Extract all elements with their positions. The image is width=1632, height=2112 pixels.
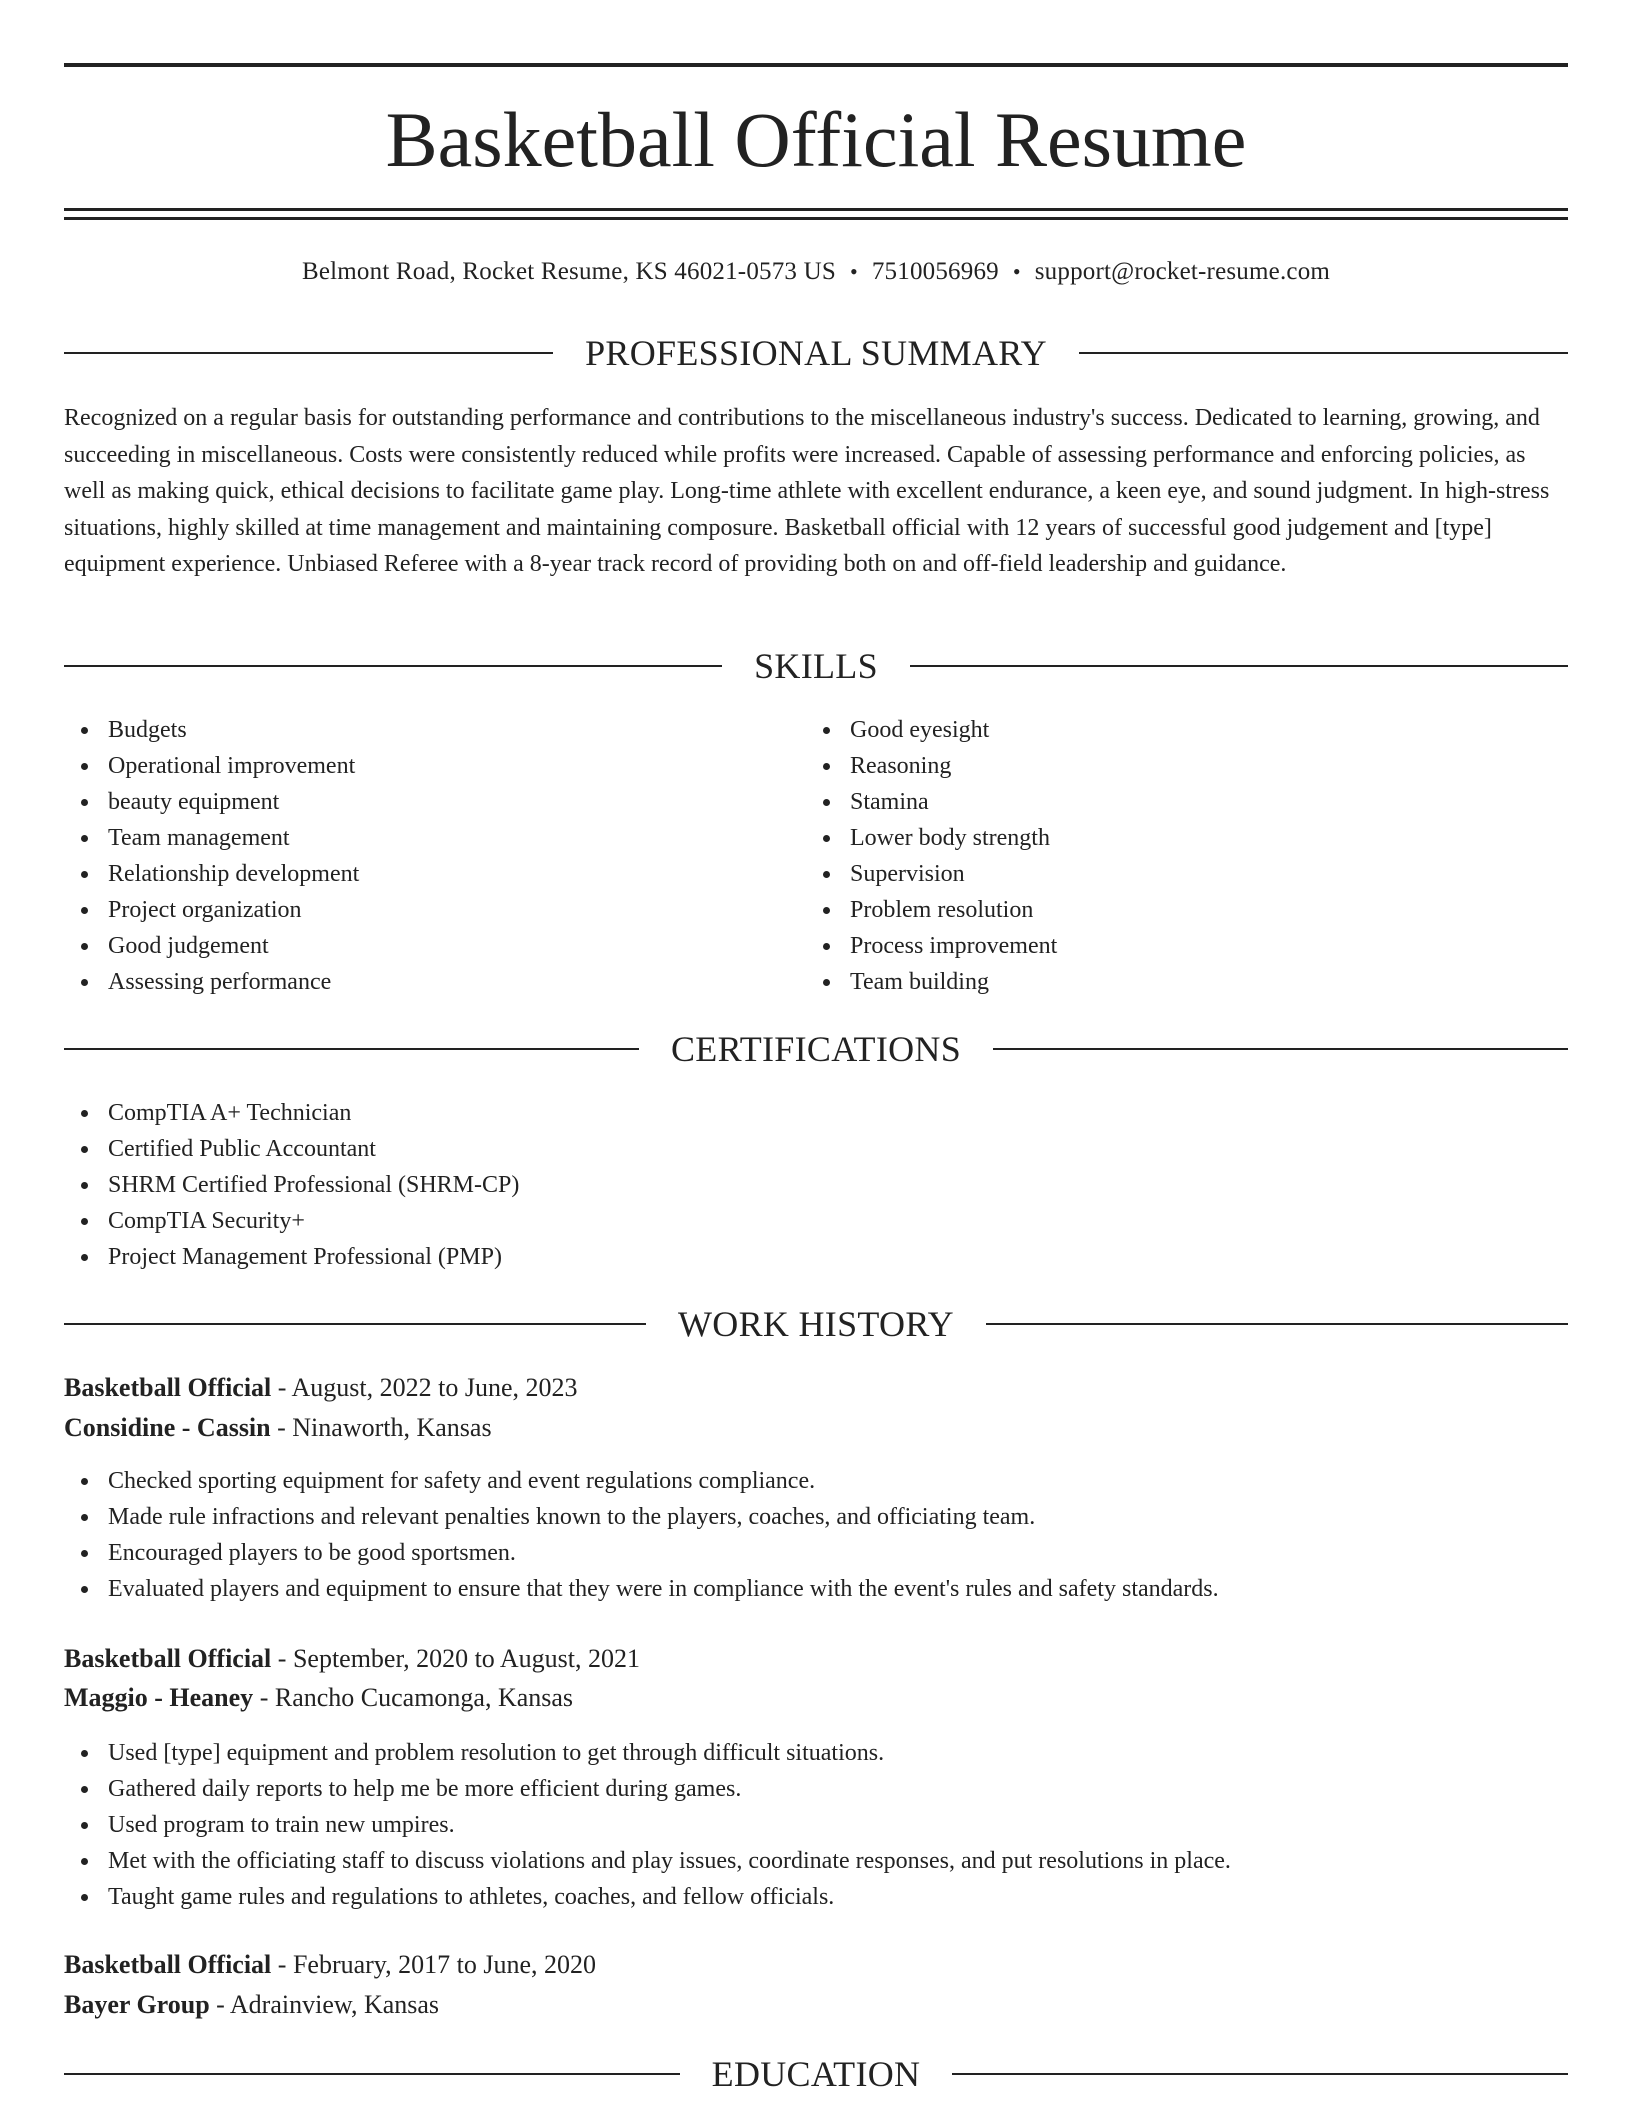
contact-email[interactable]: support@rocket-resume.com <box>1034 258 1331 285</box>
job-company-line <box>64 1680 1568 1716</box>
job-company: Bayer Group <box>64 1990 210 2019</box>
heading-rule <box>64 352 553 354</box>
certification-item: CompTIA Security+ <box>64 1203 1464 1239</box>
resume-title: Basketball Official Resume <box>385 96 1247 183</box>
section-heading-label: SKILLS <box>754 646 878 686</box>
heading-rule <box>910 665 1568 667</box>
skill-item: Good judgement <box>64 928 764 964</box>
skill-item: Stamina <box>806 784 1506 820</box>
job-title-line <box>64 1641 1568 1677</box>
job-duty-item: Encouraged players to be good sportsmen. <box>64 1535 1504 1571</box>
skill-item: Assessing performance <box>64 964 764 1000</box>
job-duties <box>64 1463 1504 1607</box>
section-heading-label: EDUCATION <box>711 2054 921 2094</box>
job-location: - Adrainview, Kansas <box>209 1990 440 2019</box>
skill-item: Project organization <box>64 892 764 928</box>
job-title: Basketball Official <box>64 1950 272 1979</box>
contact-separator: • <box>1012 259 1021 284</box>
job-location: - Ninaworth, Kansas <box>270 1413 492 1442</box>
job-duty-item: Made rule infractions and relevant penalties known to the players, coaches, and officiating team. <box>64 1499 1504 1535</box>
top-rule <box>64 63 1568 67</box>
section-heading-work-history <box>64 1302 1568 1346</box>
job-location: - Rancho Cucamonga, Kansas <box>253 1683 574 1712</box>
job-duty-item: Evaluated players and equipment to ensure that they were in compliance with the event's rules and safety standards. <box>64 1571 1504 1607</box>
job-duty-item: Checked sporting equipment for safety and event regulations compliance. <box>64 1463 1504 1499</box>
title-double-rule <box>64 208 1568 220</box>
skills-left-column <box>64 712 764 1000</box>
skills-list <box>64 712 764 1000</box>
heading-rule <box>986 1323 1568 1325</box>
heading-rule <box>993 1048 1568 1050</box>
job-company: Considine - Cassin <box>64 1413 271 1442</box>
job-dates: - February, 2017 to June, 2020 <box>271 1950 596 1979</box>
heading-rule <box>64 665 722 667</box>
job-title: Basketball Official <box>64 1644 272 1673</box>
job-duty-item: Taught game rules and regulations to athletes, coaches, and fellow officials. <box>64 1879 1504 1915</box>
certification-item: CompTIA A+ Technician <box>64 1095 1464 1131</box>
skill-item: Team building <box>806 964 1506 1000</box>
job-duty-item: Met with the officiating staff to discuss violations and play issues, coordinate responses, and put resolutions in place. <box>64 1843 1504 1879</box>
job-company-line <box>64 1987 1568 2023</box>
job-duty-item: Used [type] equipment and problem resolution to get through difficult situations. <box>64 1735 1504 1771</box>
job-title: Basketball Official <box>64 1373 272 1402</box>
heading-rule <box>952 2073 1568 2075</box>
contact-line <box>64 256 1568 288</box>
job-duty-item: Gathered daily reports to help me be more efficient during games. <box>64 1771 1504 1807</box>
job-duties-list <box>64 1463 1504 1607</box>
skill-item: Operational improvement <box>64 748 764 784</box>
section-heading-education <box>64 2052 1568 2096</box>
contact-phone: 7510056969 <box>871 258 999 285</box>
skill-item: Supervision <box>806 856 1506 892</box>
certification-item: Project Management Professional (PMP) <box>64 1239 1464 1275</box>
job-dates: - September, 2020 to August, 2021 <box>271 1644 640 1673</box>
job-title-line <box>64 1370 1568 1406</box>
heading-rule <box>64 1323 646 1325</box>
skill-item: Relationship development <box>64 856 764 892</box>
section-heading-label: PROFESSIONAL SUMMARY <box>585 333 1047 373</box>
summary-text: Recognized on a regular basis for outstanding performance and contributions to the miscellaneous industry's success. Dedicated to learning, growing, and succeeding in miscellaneous. Costs were consistently reduced while profits were increased. Capable of assessing performance and enforcing policies, as well as making quick, ethical decisions to facilitate game play. Long-time athlete with excellent endurance, a keen eye, and sound judgment. In high-stress situations, highly skilled at time management and maintaining composure. Basketball official with 12 years of successful good judgement and [type] equipment experience. Unbiased Referee with a 8-year track record of providing both on and off-field leadership and guidance. <box>64 405 1550 577</box>
skill-item: Reasoning <box>806 748 1506 784</box>
skill-item: Lower body strength <box>806 820 1506 856</box>
contact-address: Belmont Road, Rocket Resume, KS 46021-0573 US <box>301 258 836 285</box>
contact-separator: • <box>849 259 858 284</box>
skill-item: Budgets <box>64 712 764 748</box>
skill-item: beauty equipment <box>64 784 764 820</box>
job-title-line <box>64 1947 1568 1983</box>
certifications-list <box>64 1095 1464 1275</box>
job-duties <box>64 1735 1504 1915</box>
skill-item: Problem resolution <box>806 892 1506 928</box>
heading-rule <box>64 2073 680 2075</box>
certification-item: SHRM Certified Professional (SHRM-CP) <box>64 1167 1464 1203</box>
job-dates: - August, 2022 to June, 2023 <box>271 1373 578 1402</box>
skill-item: Team management <box>64 820 764 856</box>
job-company: Maggio - Heaney <box>64 1683 254 1712</box>
skill-item: Process improvement <box>806 928 1506 964</box>
certification-item: Certified Public Accountant <box>64 1131 1464 1167</box>
section-heading-label: CERTIFICATIONS <box>670 1029 962 1069</box>
section-heading-summary <box>64 331 1568 375</box>
skills-right-column <box>806 712 1506 1000</box>
heading-rule <box>1079 352 1568 354</box>
job-duties-list <box>64 1735 1504 1915</box>
section-heading-skills <box>64 644 1568 688</box>
skills-list <box>806 712 1506 1000</box>
job-company-line <box>64 1410 1568 1446</box>
job-duty-item: Used program to train new umpires. <box>64 1807 1504 1843</box>
certifications-block <box>64 1095 1464 1275</box>
section-heading-certifications <box>64 1027 1568 1071</box>
section-heading-label: WORK HISTORY <box>678 1304 954 1344</box>
heading-rule <box>64 1048 639 1050</box>
skill-item: Good eyesight <box>806 712 1506 748</box>
